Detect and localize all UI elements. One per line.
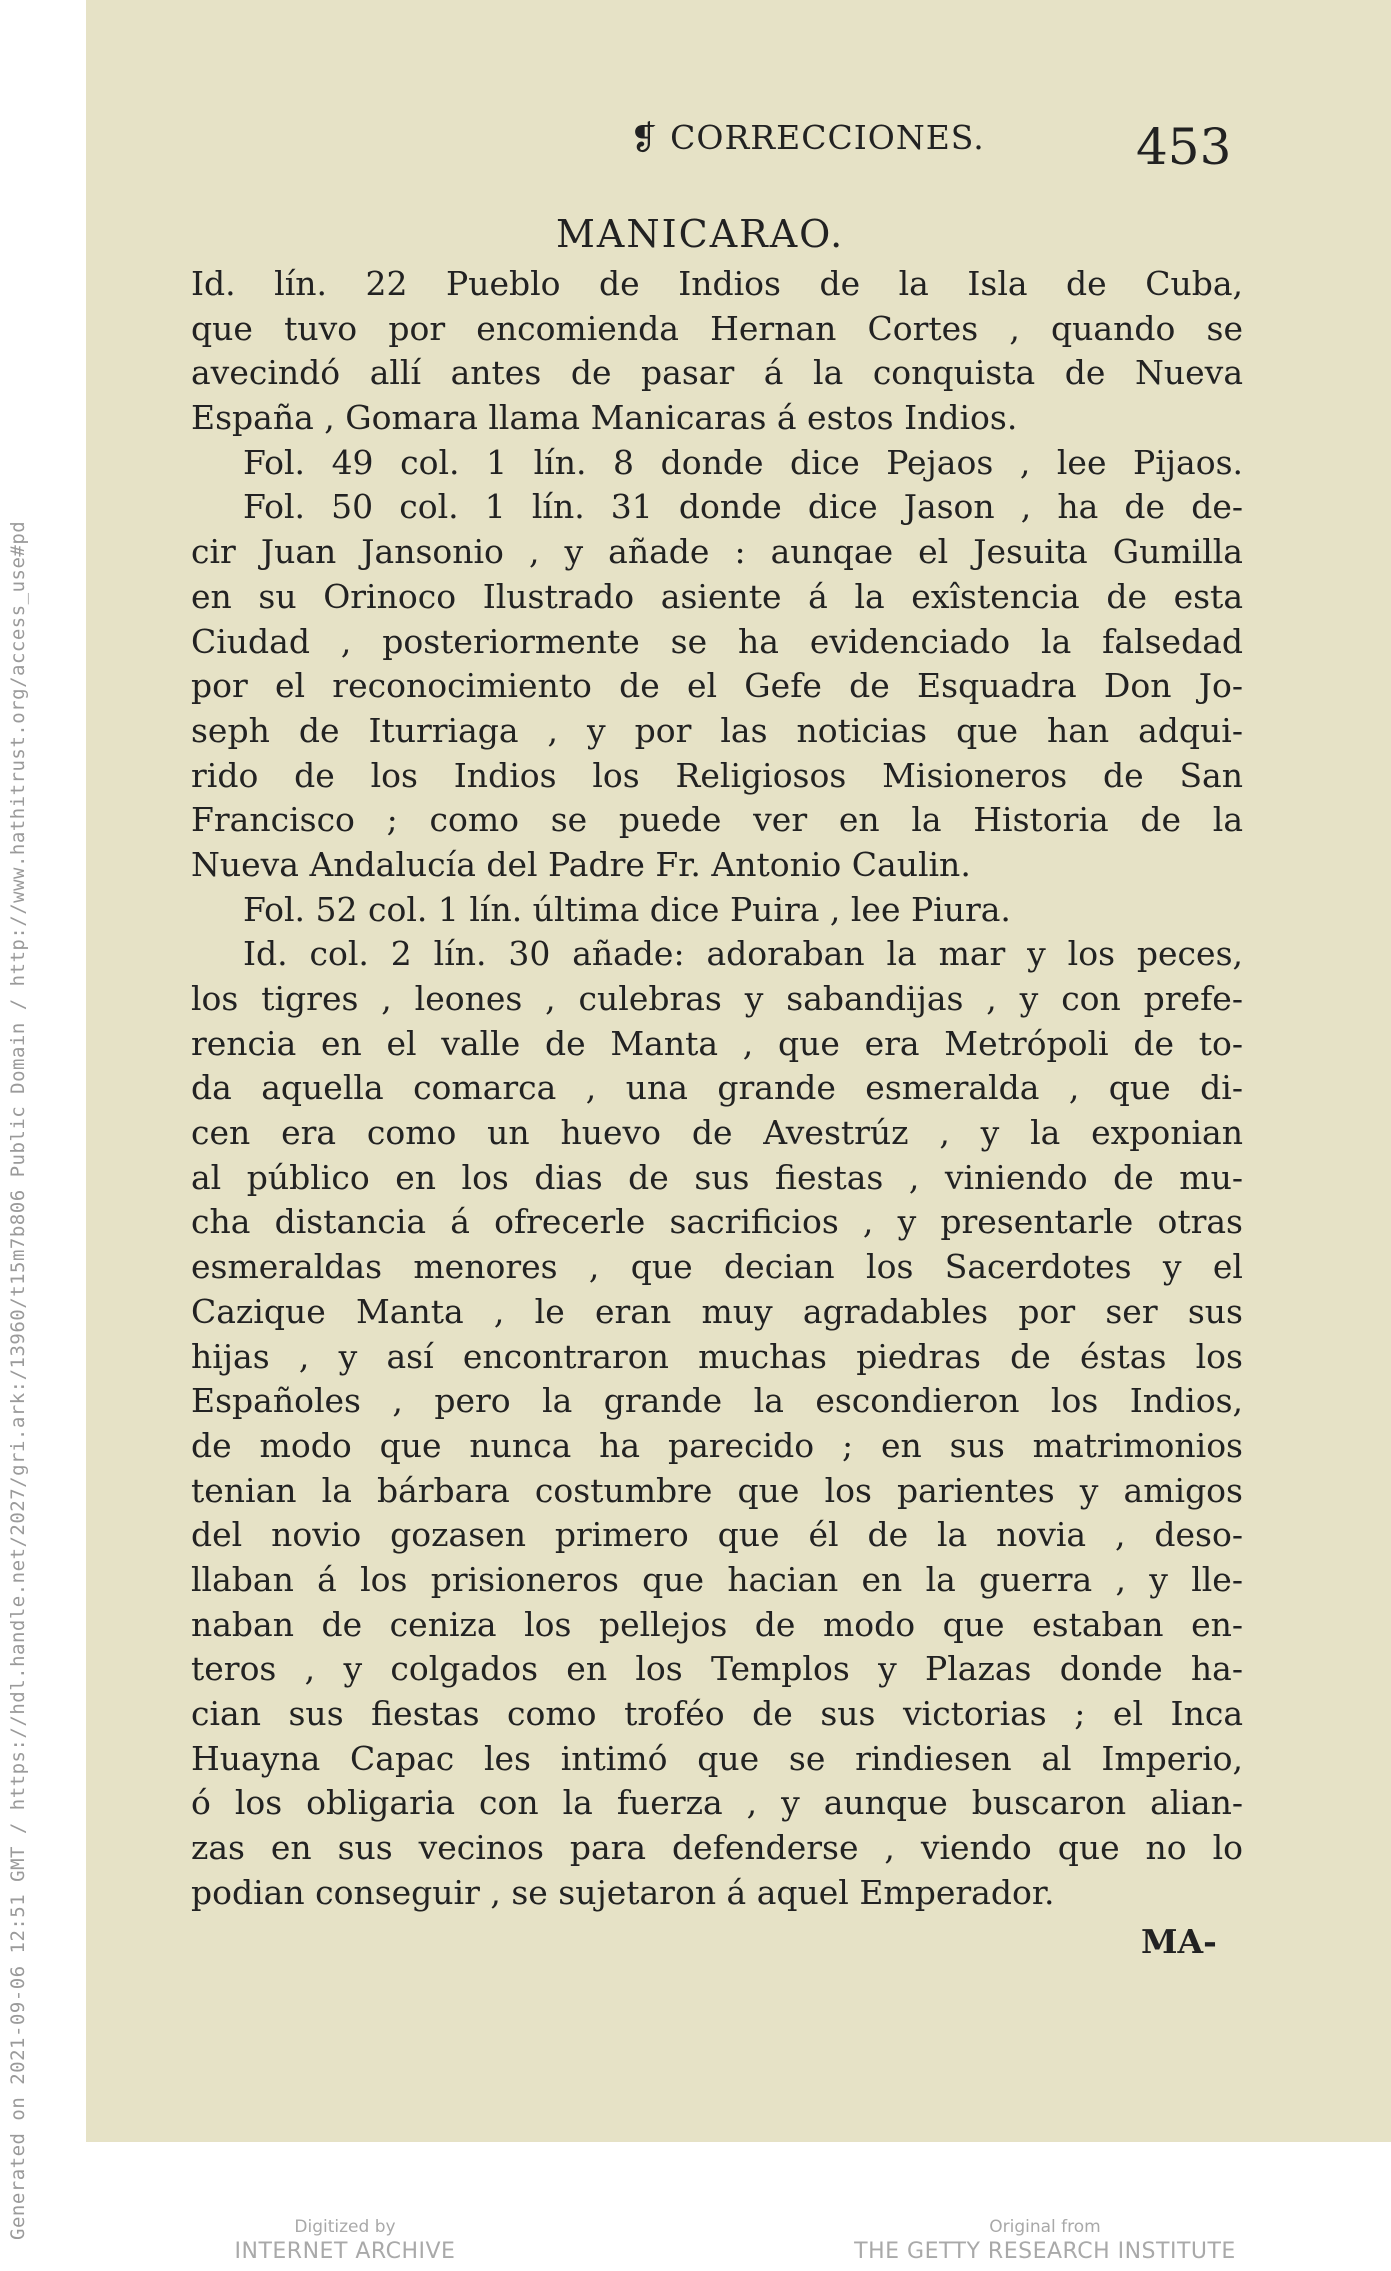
side-strip (0, 0, 86, 2271)
text-line: avecindó allí antes de pasar á la conquista de Nueva (191, 353, 1243, 393)
text-line: naban de ceniza los pellejos de modo que estaban en- (191, 1604, 1243, 1644)
text-line: rencia en el valle de Manta , que era Metrópoli de to- (191, 1023, 1243, 1063)
text-line: podian conseguir , se sujetaron á aquel Emperador. (191, 1872, 1055, 1912)
text-line: del novio gozasen primero que él de la novia , deso- (191, 1515, 1243, 1555)
entry-title: MANICARAO. (556, 212, 845, 256)
text-line: esmeraldas menores , que decian los Sacerdotes y el (191, 1247, 1243, 1287)
text-line: seph de Iturriaga , y por las noticias que han adqui- (191, 710, 1243, 750)
getty-institute-label: THE GETTY RESEARCH INSTITUTE (854, 2239, 1236, 2264)
text-line: Fol. 52 col. 1 lín. última dice Puira , lee Piura. (243, 889, 1011, 929)
text-line: España , Gomara llama Manicaras á estos Indios. (191, 398, 1018, 438)
text-line: Fol. 50 col. 1 lín. 31 donde dice Jason , ha de de- (243, 487, 1243, 527)
text-line: Cazique Manta , le eran muy agradables por ser sus (191, 1291, 1243, 1331)
text-line: de modo que nunca ha parecido ; en sus matrimonios (191, 1425, 1243, 1465)
text-line: que tuvo por encomienda Hernan Cortes , quando se (191, 308, 1243, 348)
text-line: zas en sus vecinos para defenderse , viendo que no lo (191, 1828, 1243, 1868)
internet-archive-label: INTERNET ARCHIVE (234, 2239, 456, 2264)
text-line: Huayna Capac les intimó que se rindiesen al Imperio, (191, 1738, 1243, 1778)
text-line: Francisco ; como se puede ver en la Historia de la (191, 800, 1243, 840)
text-line: ó los obligaria con la fuerza , y aunque buscaron alian- (191, 1783, 1243, 1823)
text-line: Nueva Andalucía del Padre Fr. Antonio Caulin. (191, 844, 971, 884)
text-line: rido de los Indios los Religiosos Misioneros de San (191, 755, 1243, 795)
text-line: al público en los dias de sus fiestas , viniendo de mu- (191, 1157, 1243, 1197)
text-line: Ciudad , posteriormente se ha evidenciado la falsedad (191, 621, 1243, 661)
text-line: cian sus fiestas como troféo de sus victorias ; el Inca (191, 1694, 1243, 1733)
text-line: por el reconocimiento de el Gefe de Esquadra Don Jo- (191, 666, 1243, 706)
text-line: los tigres , leones , culebras y sabandijas , y con prefe- (191, 979, 1243, 1018)
digitized-by-credit (220, 2216, 470, 2266)
text-line: llaban á los prisioneros que hacian en la guerra , y lle- (191, 1559, 1243, 1599)
text-line: cir Juan Jansonio , y añade : aunqae el Jesuita Gumilla (191, 532, 1243, 572)
text-line: Id. lín. 22 Pueblo de Indios de la Isla de Cuba, (191, 264, 1243, 303)
text-line: da aquella comarca , una grande esmeralda , que di- (191, 1068, 1243, 1108)
text-line: cha distancia á ofrecerle sacrificios , y presentarle otras (191, 1202, 1243, 1242)
text-line: Id. col. 2 lín. 30 añade: adoraban la mar y los peces, (243, 934, 1243, 974)
running-head: ❡ CORRECCIONES. (630, 118, 985, 157)
text-line: Fol. 49 col. 1 lín. 8 donde dice Pejaos , lee Pijaos. (243, 442, 1243, 482)
original-from-label: Original from (989, 2217, 1101, 2237)
page-number: 453 (1136, 118, 1232, 176)
text-line: tenian la bárbara costumbre que los parientes y amigos (191, 1470, 1243, 1510)
text-line: Españoles , pero la grande la escondieron los Indios, (191, 1381, 1243, 1421)
catchword: MA- (1141, 1922, 1217, 1961)
book-page (86, 0, 1391, 2142)
body-text (191, 262, 1243, 1915)
text-line: en su Orinoco Ilustrado asiente á la exîstencia de esta (191, 576, 1243, 616)
text-line: teros , y colgados en los Templos y Plazas donde ha- (191, 1649, 1243, 1689)
digitized-by-label: Digitized by (294, 2217, 396, 2237)
original-from-credit (845, 2216, 1245, 2266)
text-line: hijas , y así encontraron muchas piedras de éstas los (191, 1336, 1243, 1376)
access-note: Generated on 2021-09-06 12:51 GMT / https://hdl.handle.net/2027/gri.ark:/13960/t15m7b806 Public Domain / http://www.hathitrust.org/access_use#pd (7, 520, 29, 2240)
text-line: cen era como un huevo de Avestrúz , y la exponian (191, 1113, 1243, 1153)
